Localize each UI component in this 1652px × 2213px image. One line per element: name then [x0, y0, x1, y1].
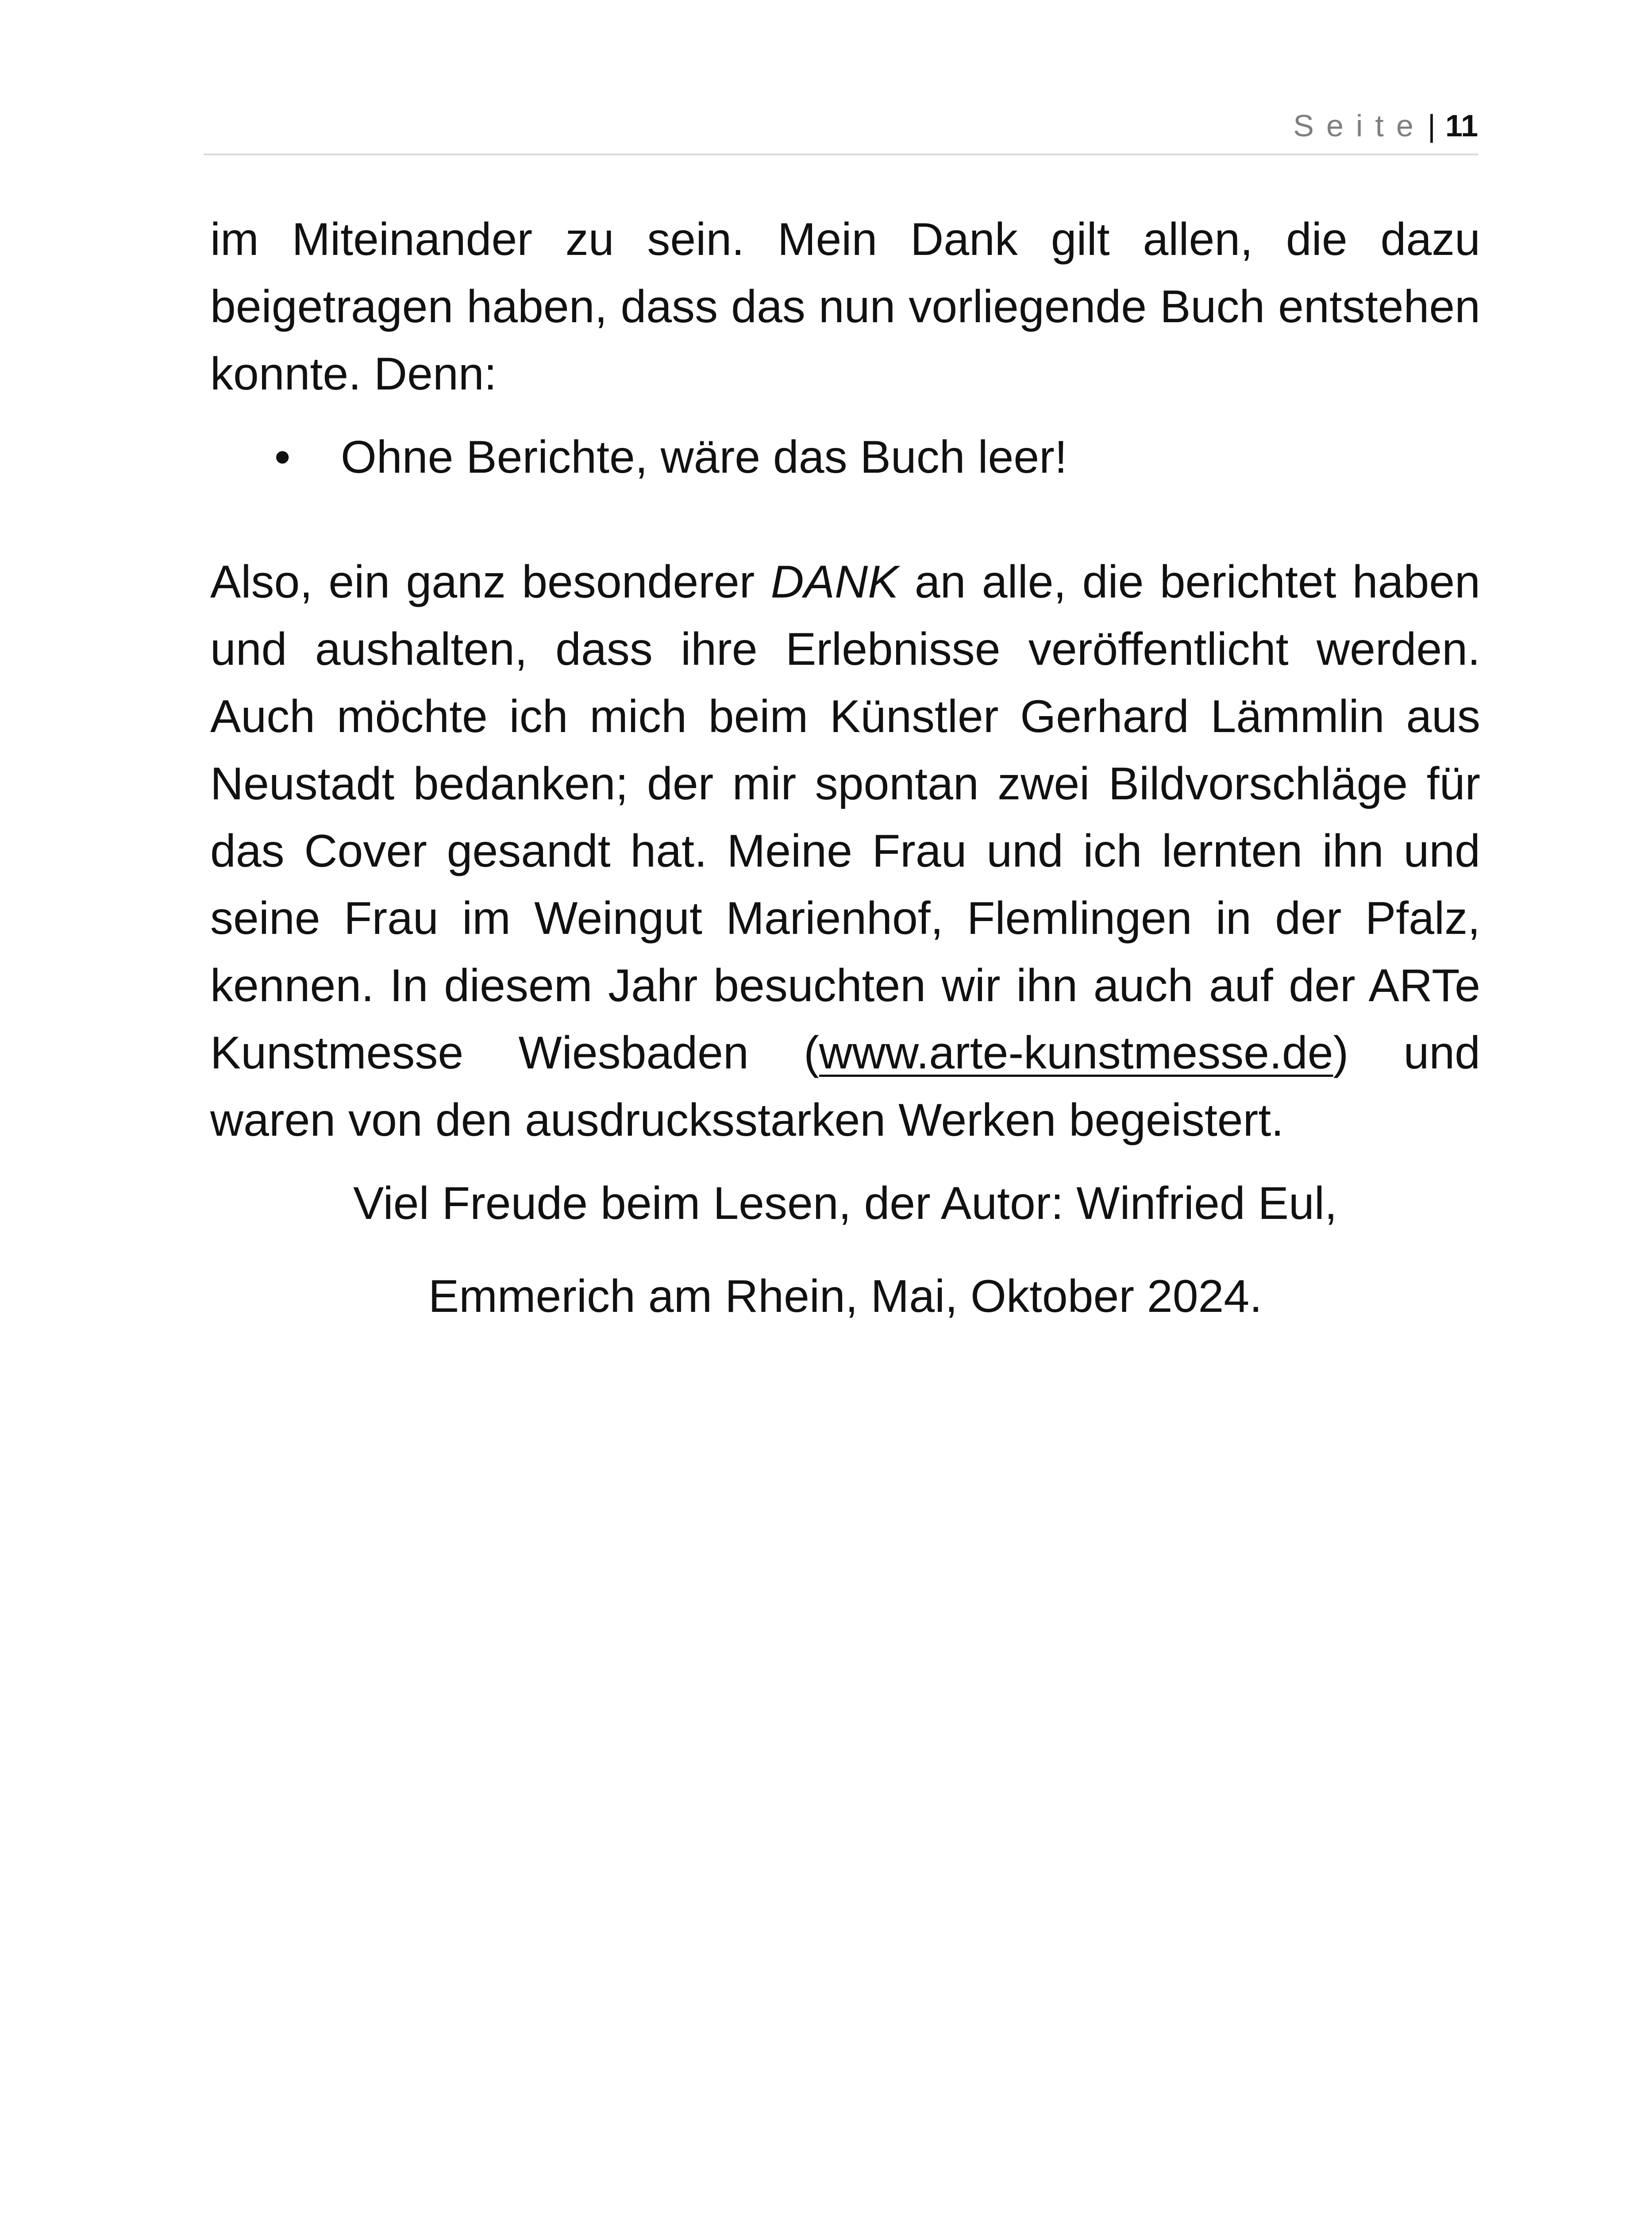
- bullet-dot-icon: •: [274, 432, 291, 483]
- bullet-text: Ohne Berichte, wäre das Buch leer!: [341, 432, 1067, 483]
- dank-emphasis: DANK: [770, 556, 899, 608]
- bullet-list: [210, 424, 1480, 491]
- closing-signature-line: Viel Freude beim Lesen, der Autor: Winfried Eul,: [353, 1178, 1337, 1229]
- closing-place-date-line: Emmerich am Rhein, Mai, Oktober 2024.: [428, 1271, 1263, 1322]
- arte-kunstmesse-link[interactable]: www.arte-kunstmesse.de: [819, 1027, 1333, 1079]
- document-body: [210, 206, 1480, 1330]
- page-word: Seite: [1293, 108, 1426, 143]
- paragraph-2-intro: Also, ein ganz besonderer: [210, 556, 771, 608]
- bullet-item: [210, 424, 1480, 491]
- paragraph-2-main-text: an alle, die berichtet haben und aushalten, dass ihre Erlebnisse veröffentlicht werden. Auch möchte ich mich beim Künstler Gerhard Lämmlin aus Neustadt bedanken; der mir spontan zwei Bildvorschläge für das Cover gesandt hat. Meine Frau und ich lernten ihn und seine Frau im Weingut Marienhof, Flemlingen in der Pfalz, kennen. In diesem Jahr besuchten wir ihn auch auf der ARTe Kunstmesse Wiesbaden (: [210, 556, 1481, 1079]
- page-number: 11: [1445, 108, 1478, 143]
- body-paragraph-1: im Miteinander zu sein. Mein Dank gilt allen, die dazu beigetragen haben, dass das nun vorliegende Buch entstehen konnte. Denn:: [210, 214, 1480, 400]
- body-paragraph-2: [210, 548, 1480, 1154]
- page-number-label: [1293, 107, 1478, 145]
- page-number-separator: |: [1427, 108, 1436, 143]
- page-header: [204, 103, 1478, 155]
- paragraph-2-ending: ) und waren von den ausdrucksstarken Werken begeistert.: [210, 1027, 1481, 1146]
